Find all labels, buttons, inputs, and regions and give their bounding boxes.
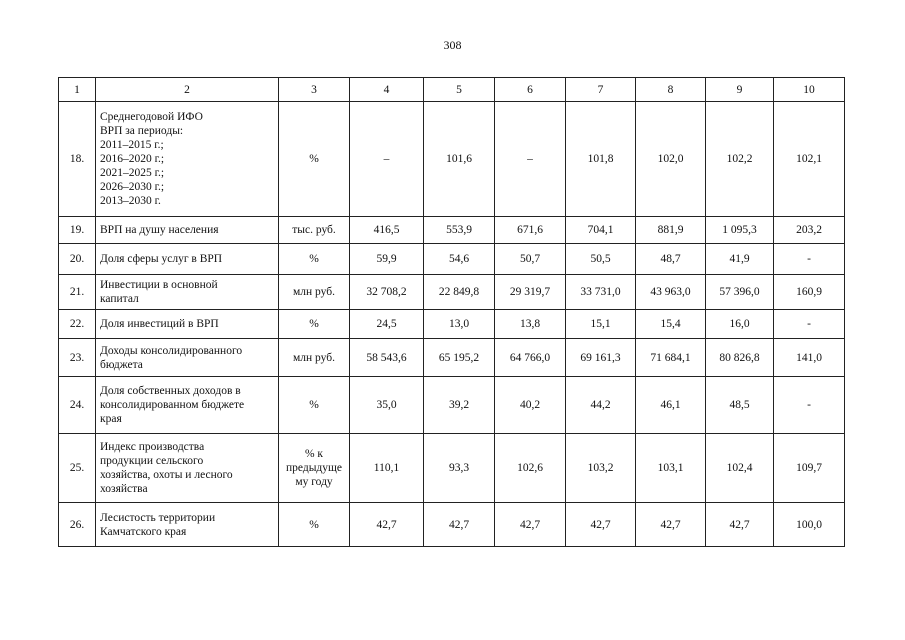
unit-cell: % <box>279 377 350 434</box>
value-cell: 42,7 <box>706 503 774 547</box>
value-cell: 50,7 <box>495 244 566 275</box>
value-cell: 29 319,7 <box>495 275 566 310</box>
value-cell: 42,7 <box>566 503 636 547</box>
value-cell: 39,2 <box>424 377 495 434</box>
value-cell: 102,2 <box>706 102 774 217</box>
value-cell: 69 161,3 <box>566 339 636 377</box>
indicator-name <box>96 275 279 310</box>
unit-line: му году <box>295 476 333 488</box>
row-number: 19. <box>59 217 96 244</box>
indicator-name-line: продукции сельского <box>100 455 204 467</box>
value-cell: 59,9 <box>350 244 424 275</box>
header-cell: 4 <box>350 78 424 102</box>
value-cell: 65 195,2 <box>424 339 495 377</box>
row-number: 22. <box>59 310 96 339</box>
value-cell: 44,2 <box>566 377 636 434</box>
value-cell: 42,7 <box>350 503 424 547</box>
indicator-name-line: 2016–2020 г.; <box>100 153 165 165</box>
indicator-name-line: Лесистость территории <box>100 511 216 524</box>
indicator-name <box>96 434 279 503</box>
indicator-name <box>96 244 279 275</box>
value-cell: – <box>495 102 566 217</box>
unit-cell: % <box>279 244 350 275</box>
value-cell: 110,1 <box>350 434 424 503</box>
value-cell: 141,0 <box>774 339 845 377</box>
indicator-name <box>96 377 279 434</box>
row-number: 26. <box>59 503 96 547</box>
value-cell: 102,6 <box>495 434 566 503</box>
unit-cell: млн руб. <box>279 339 350 377</box>
table-row <box>59 102 845 217</box>
value-cell: 1 095,3 <box>706 217 774 244</box>
value-cell: 41,9 <box>706 244 774 275</box>
value-cell: 15,4 <box>636 310 706 339</box>
value-cell: 704,1 <box>566 217 636 244</box>
unit-line: % к <box>304 448 324 460</box>
table-header-row <box>59 78 845 102</box>
value-cell: 24,5 <box>350 310 424 339</box>
value-cell: 101,6 <box>424 102 495 217</box>
value-cell: 416,5 <box>350 217 424 244</box>
row-number: 25. <box>59 434 96 503</box>
indicator-name <box>96 102 279 217</box>
value-cell: 101,8 <box>566 102 636 217</box>
value-cell: 54,6 <box>424 244 495 275</box>
value-cell: 48,5 <box>706 377 774 434</box>
table-row <box>59 310 845 339</box>
value-cell: - <box>774 377 845 434</box>
value-cell: 42,7 <box>424 503 495 547</box>
value-cell: 35,0 <box>350 377 424 434</box>
value-cell: 33 731,0 <box>566 275 636 310</box>
value-cell: 32 708,2 <box>350 275 424 310</box>
row-number: 20. <box>59 244 96 275</box>
indicator-name-line: 2013–2030 г. <box>100 195 161 207</box>
indicator-name <box>96 503 279 547</box>
header-cell: 3 <box>279 78 350 102</box>
indicator-name-line: Доля собственных доходов в <box>100 385 241 397</box>
table-row <box>59 434 845 503</box>
indicator-name-line: Инвестиции в основной <box>100 279 218 291</box>
row-number: 18. <box>59 102 96 217</box>
table-row <box>59 503 845 547</box>
unit-line: предыдуще <box>286 462 342 474</box>
value-cell: 48,7 <box>636 244 706 275</box>
indicator-name <box>96 217 279 244</box>
indicator-name-line: 2011–2015 г.; <box>100 139 164 151</box>
value-cell: 103,2 <box>566 434 636 503</box>
header-cell: 9 <box>706 78 774 102</box>
value-cell: 203,2 <box>774 217 845 244</box>
indicator-name <box>96 339 279 377</box>
header-cell: 10 <box>774 78 845 102</box>
unit-cell: % <box>279 503 350 547</box>
table-row <box>59 377 845 434</box>
value-cell: 881,9 <box>636 217 706 244</box>
indicator-name-line: бюджета <box>100 358 143 371</box>
value-cell: 43 963,0 <box>636 275 706 310</box>
value-cell: 40,2 <box>495 377 566 434</box>
value-cell: 13,8 <box>495 310 566 339</box>
value-cell: - <box>774 310 845 339</box>
value-cell: 46,1 <box>636 377 706 434</box>
indicator-name-line: консолидированном бюджете <box>100 399 245 411</box>
value-cell: 16,0 <box>706 310 774 339</box>
indicator-name-line: Доля сферы услуг в ВРП <box>100 253 223 265</box>
header-cell: 8 <box>636 78 706 102</box>
indicator-name-line: ВРП на душу населения <box>100 224 219 236</box>
value-cell: - <box>774 244 845 275</box>
value-cell: 103,1 <box>636 434 706 503</box>
value-cell: 93,3 <box>424 434 495 503</box>
indicator-name-line: хозяйства, охоты и лесного <box>100 469 233 481</box>
indicator-name-line: ВРП за периоды: <box>100 125 184 137</box>
indicator-name-line: Доля инвестиций в ВРП <box>100 318 219 330</box>
page-number: 308 <box>443 38 462 52</box>
value-cell: 100,0 <box>774 503 845 547</box>
value-cell: 58 543,6 <box>350 339 424 377</box>
row-number: 21. <box>59 275 96 310</box>
value-cell: 42,7 <box>636 503 706 547</box>
header-cell: 6 <box>495 78 566 102</box>
row-number: 23. <box>59 339 96 377</box>
value-cell: 64 766,0 <box>495 339 566 377</box>
value-cell: 553,9 <box>424 217 495 244</box>
indicator-name-line: 2026–2030 г.; <box>100 181 165 193</box>
table-row <box>59 275 845 310</box>
indicator-name-line: Индекс производства <box>100 441 205 453</box>
unit-cell <box>279 434 350 503</box>
indicator-name-line: Камчатского края <box>100 525 187 538</box>
header-cell: 2 <box>96 78 279 102</box>
table-row <box>59 217 845 244</box>
value-cell: 50,5 <box>566 244 636 275</box>
value-cell: 109,7 <box>774 434 845 503</box>
value-cell: 15,1 <box>566 310 636 339</box>
unit-cell: % <box>279 310 350 339</box>
indicator-name <box>96 310 279 339</box>
indicator-name-line: хозяйства <box>100 483 148 495</box>
value-cell: 671,6 <box>495 217 566 244</box>
table-row <box>59 244 845 275</box>
value-cell: 13,0 <box>424 310 495 339</box>
header-cell: 1 <box>59 78 96 102</box>
value-cell: 102,0 <box>636 102 706 217</box>
value-cell: 80 826,8 <box>706 339 774 377</box>
header-cell: 7 <box>566 78 636 102</box>
value-cell: 42,7 <box>495 503 566 547</box>
indicator-name-line: Доходы консолидированного <box>100 344 243 357</box>
table-row <box>59 339 845 377</box>
unit-cell: тыс. руб. <box>279 217 350 244</box>
value-cell: – <box>350 102 424 217</box>
header-cell: 5 <box>424 78 495 102</box>
indicator-name-line: капитал <box>100 293 139 305</box>
value-cell: 160,9 <box>774 275 845 310</box>
indicator-name-line: края <box>100 413 122 425</box>
value-cell: 22 849,8 <box>424 275 495 310</box>
value-cell: 102,1 <box>774 102 845 217</box>
indicator-name-line: Среднегодовой ИФО <box>100 111 203 123</box>
unit-cell: % <box>279 102 350 217</box>
indicator-name-line: 2021–2025 г.; <box>100 167 165 179</box>
indicators-table <box>58 77 845 547</box>
value-cell: 57 396,0 <box>706 275 774 310</box>
unit-cell: млн руб. <box>279 275 350 310</box>
row-number: 24. <box>59 377 96 434</box>
value-cell: 102,4 <box>706 434 774 503</box>
value-cell: 71 684,1 <box>636 339 706 377</box>
